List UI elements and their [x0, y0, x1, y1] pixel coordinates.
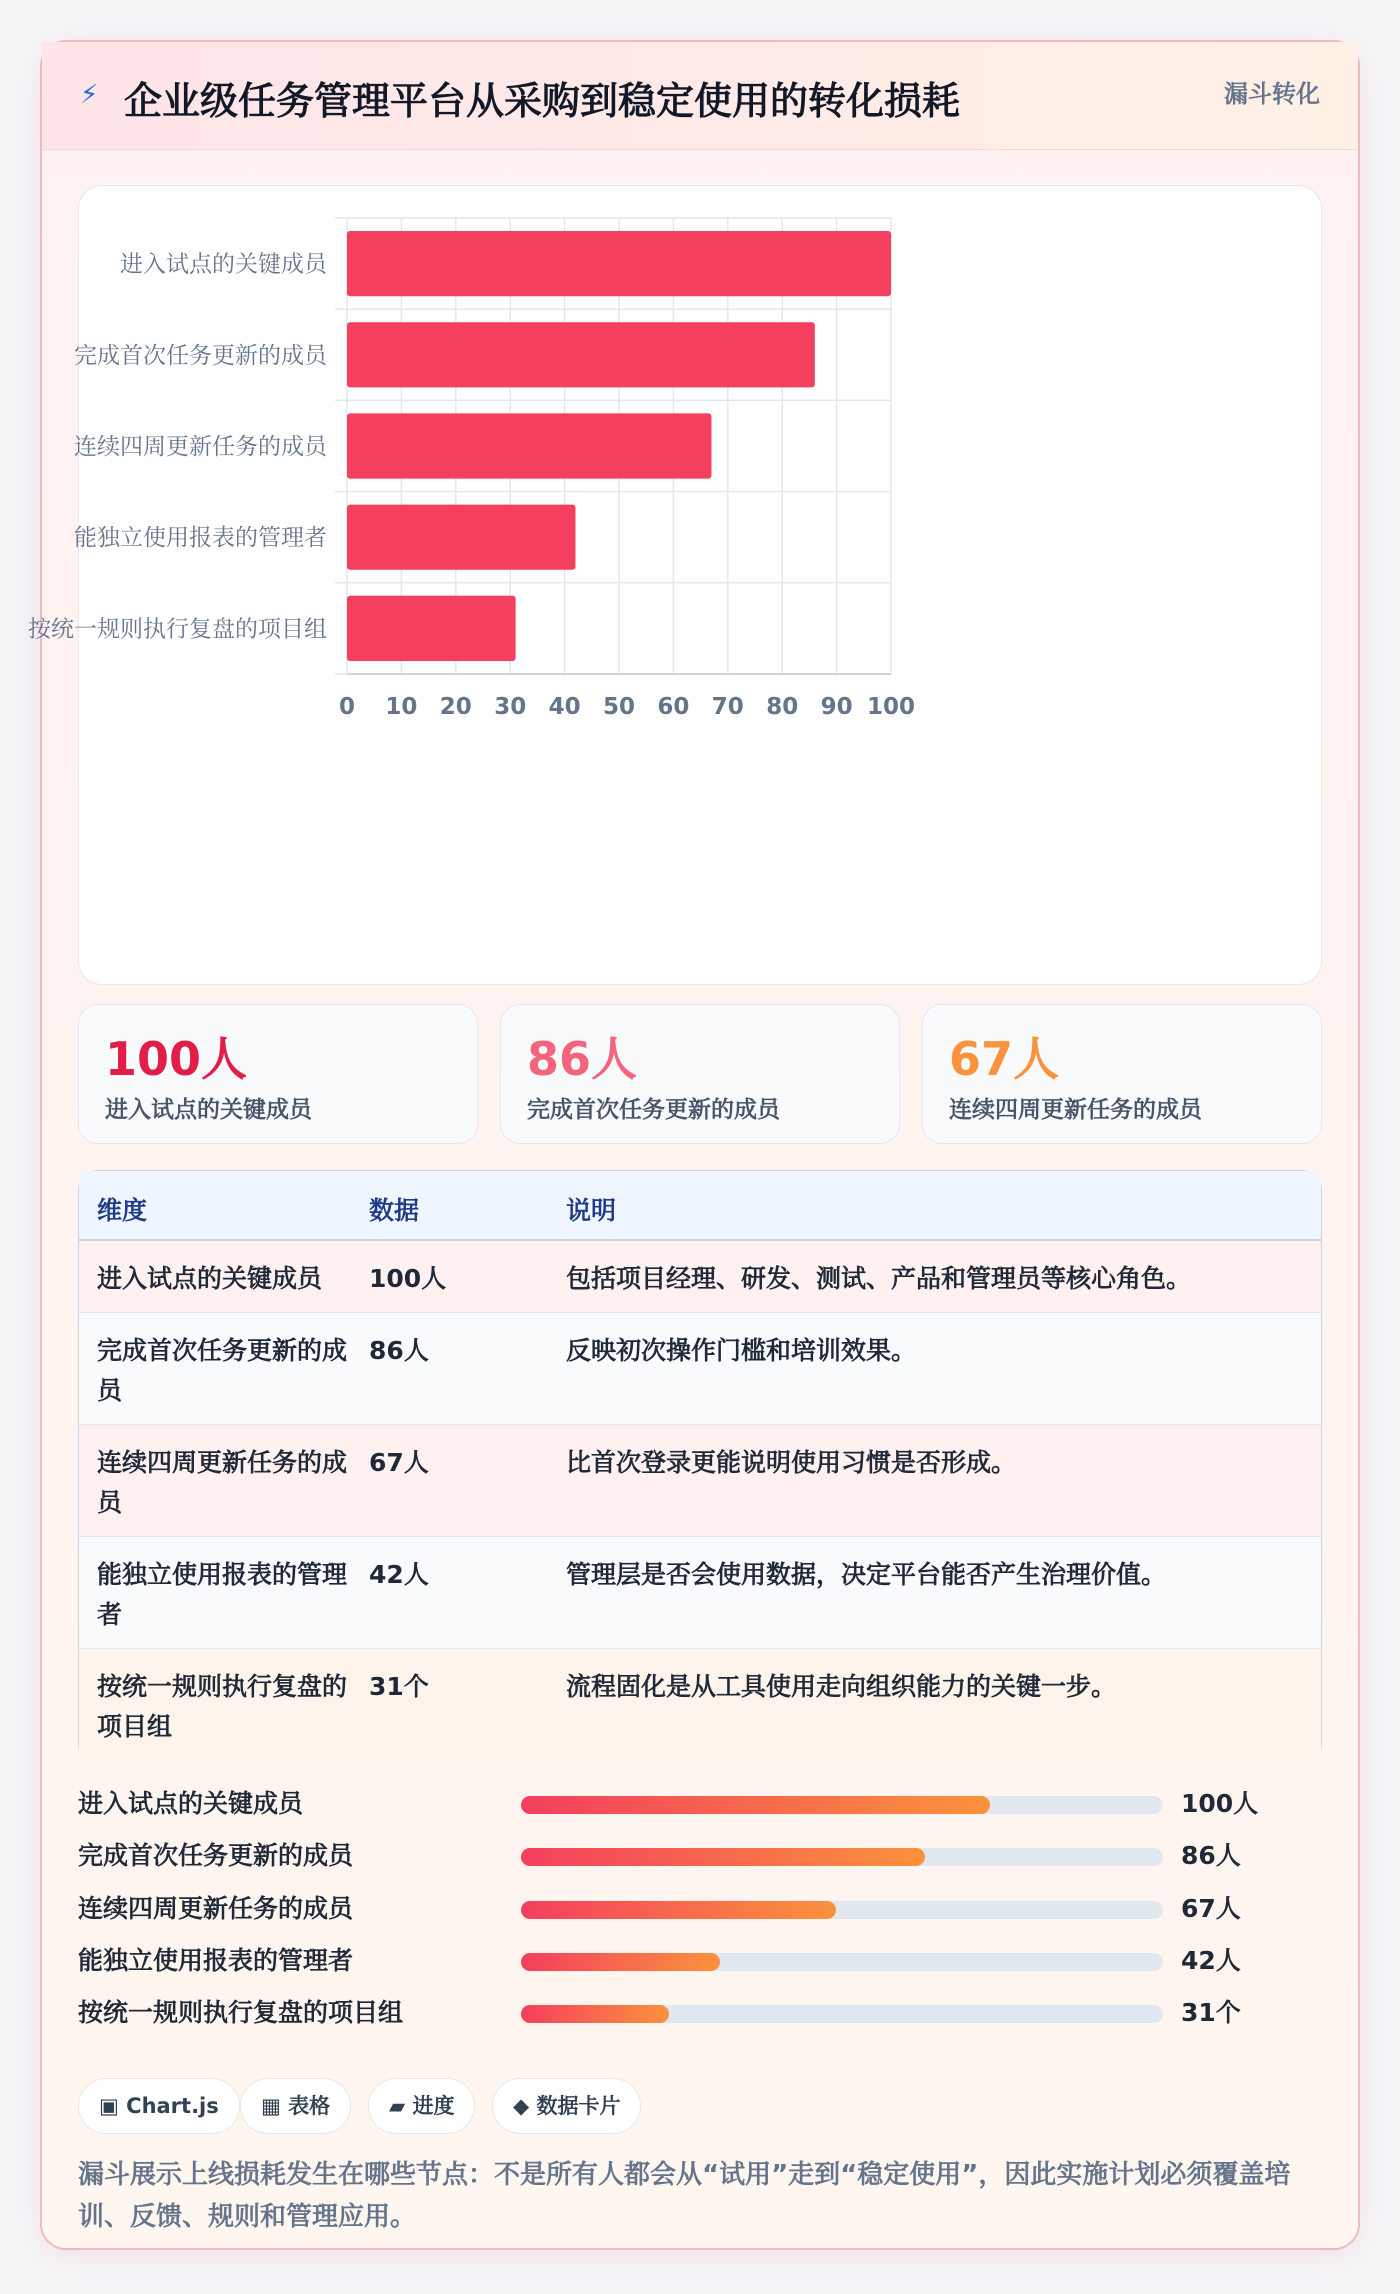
tech-chips [78, 2078, 1322, 2138]
progress-value: 86人 [1181, 1841, 1241, 1870]
table-cell-dimension: 完成首次任务更新的成员 [97, 1336, 348, 1405]
x-tick-label: 70 [711, 694, 744, 720]
table-row [79, 1241, 1321, 1313]
table-cell-value: 100人 [369, 1264, 447, 1293]
chip-chartjs[interactable]: ▣ Chart.js [78, 2078, 240, 2134]
table-cell-note: 流程固化是从工具使用走向组织能力的关键一步。 [566, 1672, 1117, 1701]
bar [347, 231, 891, 296]
table-header-cell: 维度 [97, 1196, 148, 1225]
table-header [79, 1171, 1321, 1241]
progress-fill [521, 1953, 720, 1971]
progress-track [521, 1848, 1163, 1866]
x-tick-label: 10 [385, 694, 418, 720]
table-cell-note: 比首次登录更能说明使用习惯是否形成。 [566, 1448, 1017, 1477]
stat-card [500, 1004, 900, 1144]
footnote: 漏斗展示上线损耗发生在哪些节点：不是所有人都会从“试用”走到“稳定使用”，因此实施计划必须覆盖培训、反馈、规则和管理应用。 [78, 2160, 1291, 2232]
table-row [79, 1425, 1321, 1537]
x-tick-label: 40 [548, 694, 581, 720]
stat-card [78, 1004, 478, 1144]
progress-label: 能独立使用报表的管理者 [78, 1946, 354, 1975]
stat-label: 完成首次任务更新的成员 [527, 1097, 780, 1123]
x-tick-label: 100 [866, 694, 916, 720]
chart-type-tag: 漏斗转化 [1224, 80, 1320, 108]
progress-track [521, 1796, 1163, 1814]
table-cell-note: 反映初次操作门槛和培训效果。 [566, 1336, 917, 1365]
x-tick-label: 50 [602, 694, 636, 720]
y-tick-label: 按统一规则执行复盘的项目组 [28, 616, 327, 643]
progress-fill [521, 1901, 836, 1919]
table-cell-dimension: 进入试点的关键成员 [97, 1264, 323, 1293]
y-tick-label: 能独立使用报表的管理者 [74, 525, 327, 552]
progress-value: 42人 [1181, 1946, 1241, 1975]
dashboard-card [28, 40, 1360, 2250]
y-tick-label: 完成首次任务更新的成员 [74, 342, 327, 369]
progress-label: 完成首次任务更新的成员 [78, 1841, 354, 1870]
y-tick-label: 进入试点的关键成员 [120, 251, 327, 278]
x-tick-label: 20 [439, 694, 472, 720]
x-tick-label: 0 [338, 694, 356, 720]
table-cell-value: 67人 [369, 1448, 429, 1477]
progress-row [78, 1776, 1322, 1828]
stat-label: 连续四周更新任务的成员 [949, 1097, 1202, 1123]
funnel-chart [28, 185, 1322, 985]
table-cell-dimension: 连续四周更新任务的成员 [97, 1448, 348, 1517]
data-table [78, 1170, 1322, 1764]
stat-label: 进入试点的关键成员 [105, 1097, 312, 1123]
progress-track [521, 2005, 1163, 2023]
progress-value: 31个 [1181, 1998, 1241, 2027]
table-header-cell: 数据 [369, 1196, 420, 1225]
chip-progress[interactable]: ▰ 进度 [368, 2078, 475, 2134]
progress-label: 连续四周更新任务的成员 [78, 1894, 354, 1923]
bolt-icon: ⚡ [80, 80, 99, 110]
x-tick-label: 90 [820, 694, 853, 720]
table-cell-value: 86人 [369, 1336, 429, 1365]
progress-value: 67人 [1181, 1894, 1241, 1923]
chip-data-card[interactable]: ◆ 数据卡片 [492, 2078, 641, 2134]
y-tick-label: 连续四周更新任务的成员 [74, 434, 327, 460]
stat-value: 86人 [527, 1032, 638, 1086]
bar [347, 505, 575, 570]
progress-row [78, 1828, 1322, 1880]
progress-label: 按统一规则执行复盘的项目组 [78, 1998, 404, 2027]
progress-row [78, 1985, 1322, 2037]
stat-value: 100人 [105, 1032, 248, 1086]
table-cell-value: 42人 [369, 1560, 429, 1589]
bar [347, 413, 711, 478]
progress-track [521, 1953, 1163, 1971]
progress-list [78, 1776, 1322, 2046]
table-row [79, 1649, 1321, 1765]
funnel-chart-svg [28, 186, 1323, 986]
progress-fill [521, 1848, 925, 1866]
table-cell-note: 管理层是否会使用数据，决定平台能否产生治理价值。 [566, 1560, 1167, 1589]
table-cell-note: 包括项目经理、研发、测试、产品和管理员等核心角色。 [566, 1264, 1192, 1293]
x-tick-label: 80 [766, 694, 799, 720]
stat-card [922, 1004, 1322, 1144]
progress-value: 100人 [1181, 1789, 1259, 1818]
bar [347, 322, 815, 387]
progress-label: 进入试点的关键成员 [78, 1789, 304, 1818]
chip-table[interactable]: ▦ 表格 [240, 2078, 351, 2134]
x-tick-label: 30 [494, 694, 527, 720]
progress-fill [521, 1796, 990, 1814]
x-tick-label: 60 [657, 694, 690, 720]
stat-cards [78, 1004, 1322, 1144]
page-title: 企业级任务管理平台从采购到稳定使用的转化损耗 [124, 79, 961, 123]
table-cell-dimension: 能独立使用报表的管理者 [97, 1560, 348, 1629]
stat-value: 67人 [949, 1032, 1060, 1086]
bar [347, 596, 516, 661]
table-cell-dimension: 按统一规则执行复盘的项目组 [97, 1672, 348, 1741]
progress-row [78, 1881, 1322, 1933]
progress-track [521, 1901, 1163, 1919]
card-header [42, 42, 1358, 150]
table-row [79, 1313, 1321, 1425]
progress-row [78, 1933, 1322, 1985]
progress-fill [521, 2005, 669, 2023]
table-header-cell: 说明 [566, 1196, 617, 1225]
table-row [79, 1537, 1321, 1649]
table-cell-value: 31个 [369, 1672, 429, 1701]
